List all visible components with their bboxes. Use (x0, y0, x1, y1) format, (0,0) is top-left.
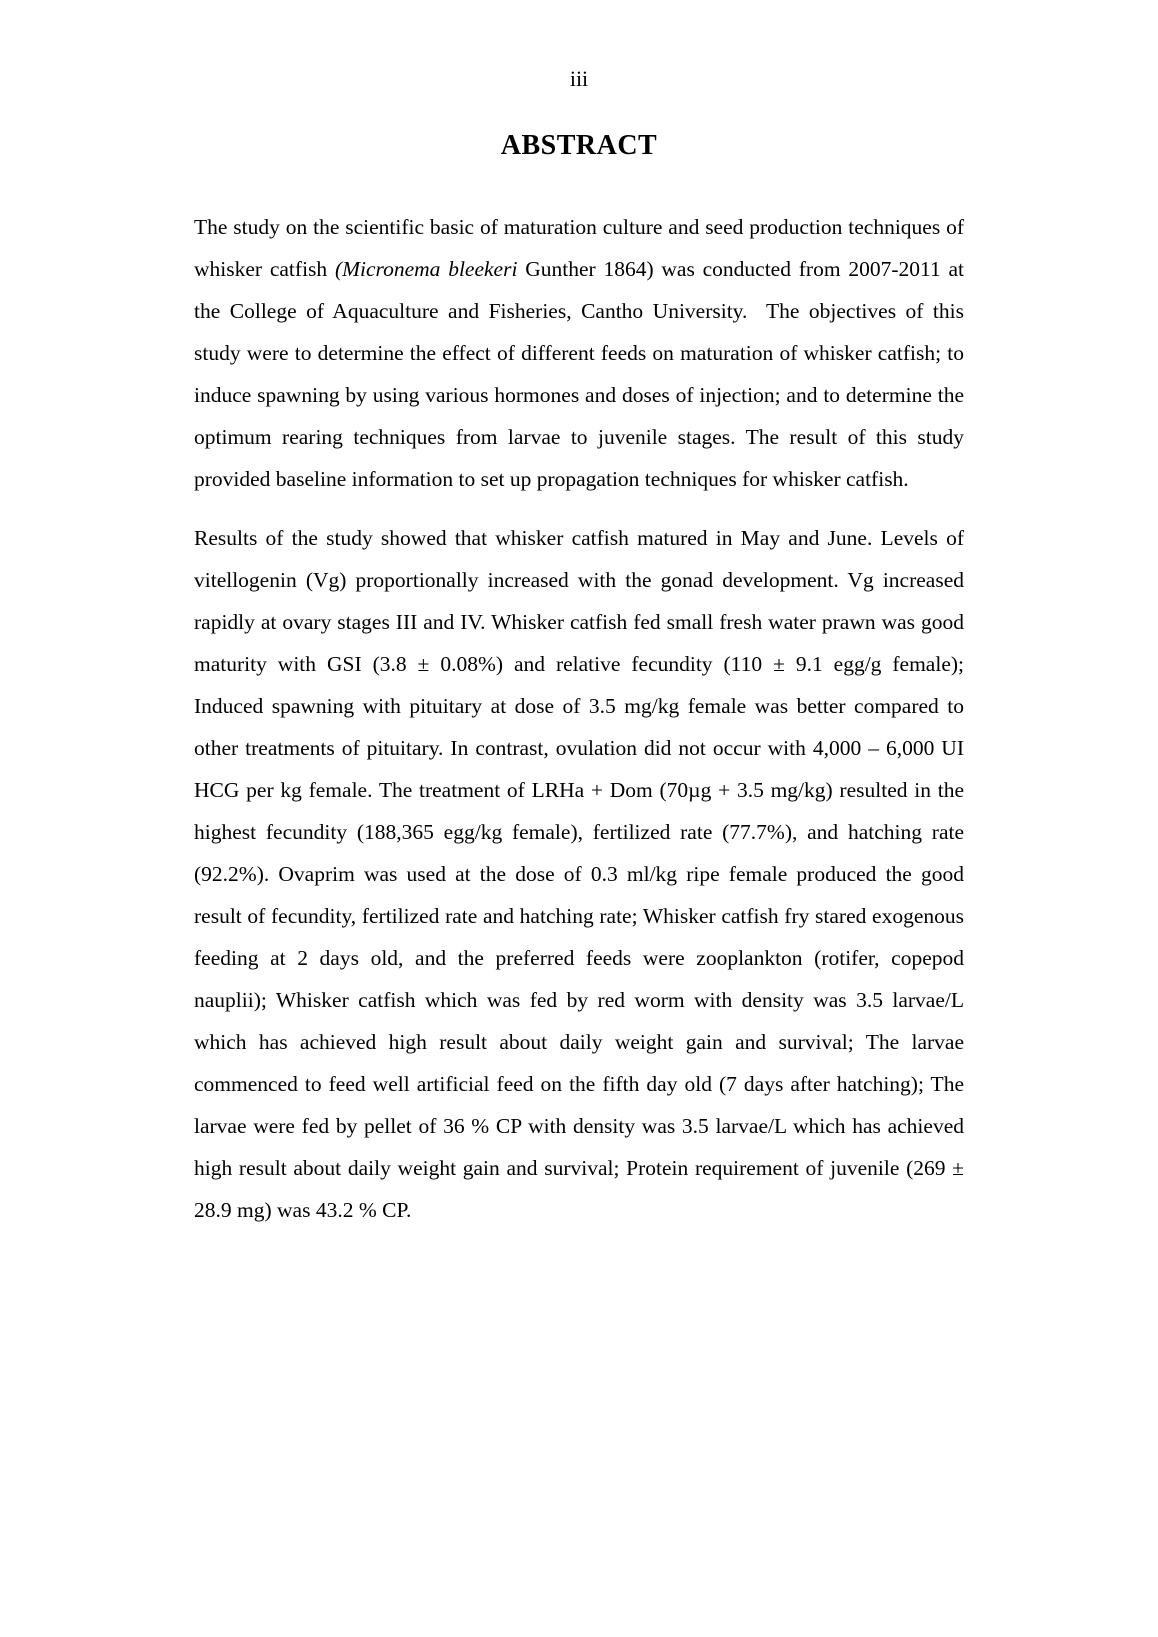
paragraph-text: The study on the scientific basic of maturation culture and seed production techniques of whisker catfish (194, 215, 964, 281)
page-number: iii (569, 66, 589, 91)
paragraph (194, 206, 964, 500)
paragraph-text: Results of the study showed that whisker catfish matured in May and June. Levels of vitellogenin (Vg) proportionally increased with the gonad development. Vg increased rapidly at ovary stages III and IV. Whisker catfish fed small fresh water prawn was good maturity with GSI (3.8 ± 0.08%) and relative fecundity (110 ± 9.1 egg/g female); Induced spawning with pituitary at dose of 3.5 mg/kg female was better compared to other treatments of pituitary. In contrast, ovulation did not occur with 4,000 – 6,000 UI HCG per kg female. The treatment of LRHa + Dom (70µg + 3.5 mg/kg) resulted in the highest fecundity (188,365 egg/kg female), fertilized rate (77.7%), and hatching rate (92.2%). Ovaprim was used at the dose of 0.3 ml/kg ripe female produced the good result of fecundity, fertilized rate and hatching rate; Whisker catfish fry stared exogenous feeding at 2 days old, and the preferred feeds were zooplankton (rotifer, copepod nauplii); Whisker catfish which was fed by red worm with density was 3.5 larvae/L which has achieved high result about daily weight gain and survival; The larvae commenced to feed well artificial feed on the fifth day old (7 days after hatching); The larvae were fed by pellet of 36 % CP with density was 3.5 larvae/L which has achieved high result about daily weight gain and survival; Protein requirement of juvenile (269 ± 28.9 mg) was 43.2 % CP. (194, 526, 964, 1222)
paragraph-text: Gunther 1864) was conducted from 2007-2011 at the College of Aquaculture and Fisheries, Cantho University. The objectives of this study were to determine the effect of different feeds on maturation of whisker catfish; to induce spawning by using various hormones and doses of injection; and to determine the optimum rearing techniques from larvae to juvenile stages. The result of this study provided baseline information to set up propagation techniques for whisker catfish. (194, 257, 964, 491)
species-name-italic: (Micronema bleekeri (334, 257, 518, 281)
abstract-title: ABSTRACT (500, 130, 658, 161)
paragraph (194, 517, 964, 1231)
abstract-body (194, 206, 964, 1231)
